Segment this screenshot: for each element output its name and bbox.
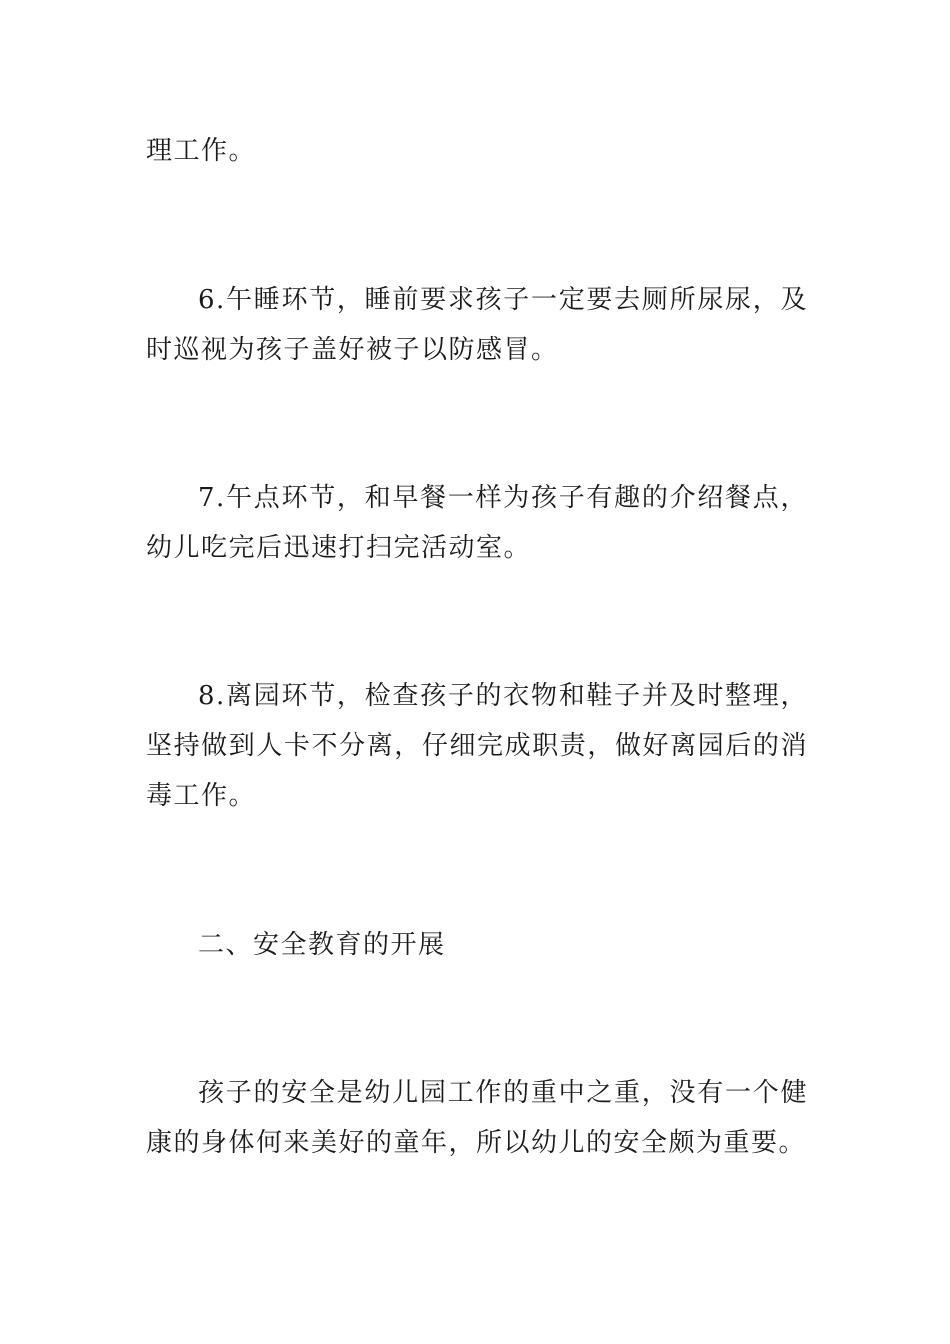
- paragraph-nap-time: 6.午睡环节，睡前要求孩子一定要去厕所尿尿，及时巡视为孩子盖好被子以防感冒。: [146, 285, 808, 365]
- section-heading: 二、安全教育的开展: [198, 930, 446, 960]
- paragraph-departure: 8.离园环节，检查孩子的衣物和鞋子并及时整理，坚持做到人卡不分离，仔细完成职责，做好离园后的消毒工作。: [146, 681, 808, 811]
- paragraph-continuation: 理工作。: [146, 136, 257, 166]
- paragraph-snack-time: 7.午点环节，和早餐一样为孩子有趣的介绍餐点，幼儿吃完后迅速打扫完活动室。: [146, 483, 808, 563]
- paragraph-safety-intro: 孩子的安全是幼儿园工作的重中之重，没有一个健康的身体何来美好的童年，所以幼儿的安全颇为重要。: [146, 1078, 808, 1158]
